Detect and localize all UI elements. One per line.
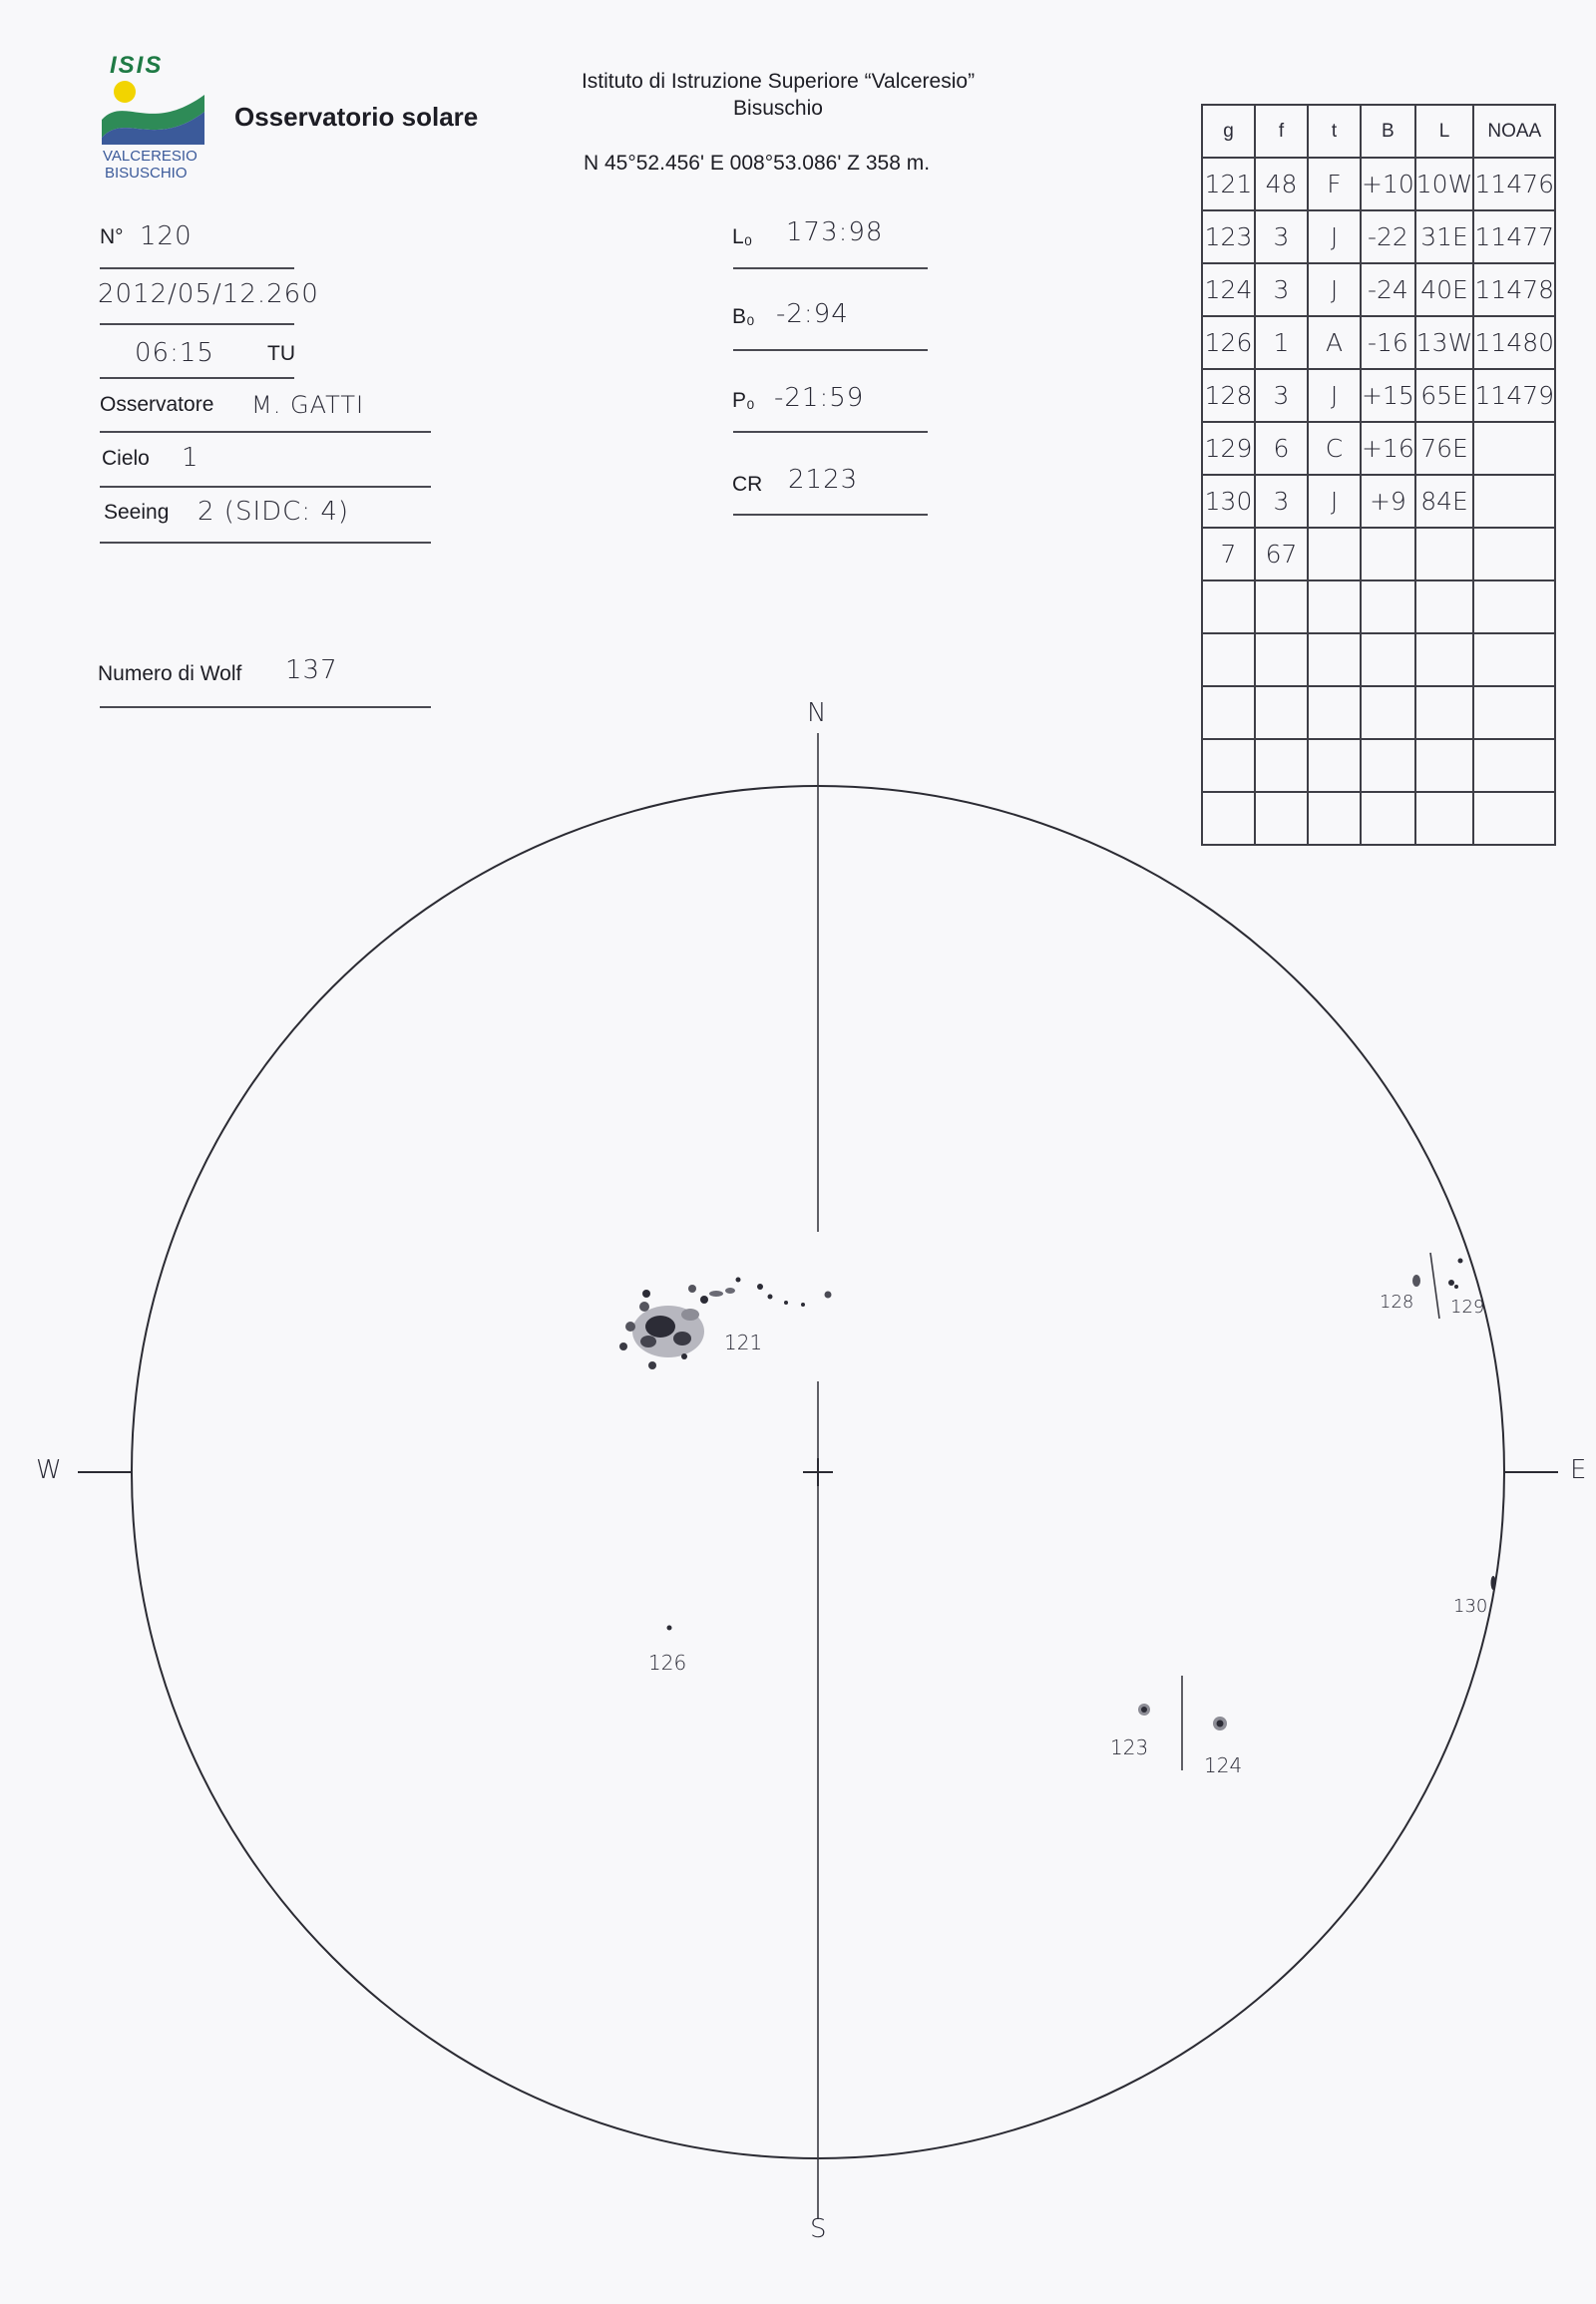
table-cell: 40E bbox=[1415, 263, 1474, 316]
column-header-noaa: NOAA bbox=[1473, 105, 1555, 158]
table-cell: 48 bbox=[1255, 158, 1308, 210]
group-label-126: 126 bbox=[648, 1651, 687, 1675]
cr-label: CR bbox=[732, 473, 763, 496]
group-label-124: 124 bbox=[1204, 1753, 1243, 1777]
table-cell: +15 bbox=[1361, 369, 1415, 422]
table-cell: +16 bbox=[1361, 422, 1415, 475]
group-separator bbox=[1430, 1253, 1439, 1319]
logo-name-line2: BISUSCHIO bbox=[105, 165, 188, 182]
l0-label: L₀ bbox=[732, 225, 753, 248]
table-cell: 13W bbox=[1415, 316, 1474, 369]
column-header-b: B bbox=[1361, 105, 1415, 158]
table-cell: 65E bbox=[1415, 369, 1474, 422]
institute-city: Bisuschio bbox=[733, 97, 823, 120]
table-cell: A bbox=[1308, 316, 1361, 369]
table-cell: J bbox=[1308, 369, 1361, 422]
institute-name: Istituto di Istruzione Superiore “Valceresio” bbox=[581, 70, 976, 93]
group-label-130: 130 bbox=[1453, 1596, 1488, 1617]
table-cell: 129 bbox=[1202, 422, 1255, 475]
observatory-title: Osservatorio solare bbox=[234, 102, 479, 132]
table-cell: 31E bbox=[1415, 210, 1474, 263]
number-label: N° bbox=[100, 225, 124, 248]
west-label: W bbox=[36, 1455, 62, 1485]
group-label-121: 121 bbox=[724, 1331, 763, 1354]
column-header-l: L bbox=[1415, 105, 1474, 158]
observer-label: Osservatore bbox=[100, 393, 214, 416]
table-cell: 3 bbox=[1255, 263, 1308, 316]
column-header-f: f bbox=[1255, 105, 1308, 158]
table-cell: 84E bbox=[1415, 475, 1474, 528]
table-cell: 3 bbox=[1255, 369, 1308, 422]
south-label: S bbox=[810, 2214, 827, 2244]
b0-value: -2:94 bbox=[776, 299, 849, 329]
p0-label: P₀ bbox=[732, 389, 755, 412]
table-cell: 123 bbox=[1202, 210, 1255, 263]
table-cell: 130 bbox=[1202, 475, 1255, 528]
north-label: N bbox=[807, 698, 827, 728]
time-unit: TU bbox=[267, 342, 295, 365]
sunspot-group-129 bbox=[1448, 1259, 1463, 1290]
wolf-number-label: Numero di Wolf bbox=[98, 662, 242, 685]
column-header-t: t bbox=[1308, 105, 1361, 158]
table-cell: 1 bbox=[1255, 316, 1308, 369]
cr-value: 2123 bbox=[788, 465, 859, 495]
l0-value: 173:98 bbox=[786, 217, 884, 247]
table-cell: 121 bbox=[1202, 158, 1255, 210]
group-label-123: 123 bbox=[1110, 1735, 1149, 1759]
wolf-number: 137 bbox=[285, 655, 338, 685]
institute-coordinates: N 45°52.456' E 008°53.086' Z 358 m. bbox=[584, 152, 931, 175]
seeing-label: Seeing bbox=[104, 501, 170, 524]
table-cell: J bbox=[1308, 263, 1361, 316]
table-cell: -22 bbox=[1361, 210, 1415, 263]
column-header-g: g bbox=[1202, 105, 1255, 158]
observation-time: 06:15 bbox=[135, 338, 214, 368]
table-cell: F bbox=[1308, 158, 1361, 210]
table-cell: +10 bbox=[1361, 158, 1415, 210]
east-label: E bbox=[1570, 1455, 1587, 1485]
sky-value: 1 bbox=[182, 443, 200, 473]
table-cell: 3 bbox=[1255, 475, 1308, 528]
sky-label: Cielo bbox=[102, 447, 150, 470]
table-cell: +9 bbox=[1361, 475, 1415, 528]
sunspot-group-126 bbox=[667, 1626, 672, 1631]
table-cell: 11480 bbox=[1473, 316, 1555, 369]
table-cell: 11477 bbox=[1473, 210, 1555, 263]
table-cell: 67 bbox=[1255, 528, 1308, 580]
sunspot-group-128 bbox=[1412, 1275, 1420, 1287]
sunspot-group-124 bbox=[1213, 1717, 1227, 1730]
table-cell: 11479 bbox=[1473, 369, 1555, 422]
observer-name: M. GATTI bbox=[251, 391, 365, 419]
table-cell: 11478 bbox=[1473, 263, 1555, 316]
p0-value: -21:59 bbox=[774, 383, 865, 413]
observation-date: 2012/05/12.260 bbox=[98, 279, 319, 309]
seeing-value: 2 (SIDC: 4) bbox=[198, 497, 350, 527]
sunspot-group-121 bbox=[619, 1278, 832, 1370]
group-label-128: 128 bbox=[1380, 1292, 1414, 1313]
table-cell: 126 bbox=[1202, 316, 1255, 369]
table-cell: C bbox=[1308, 422, 1361, 475]
table-cell: 6 bbox=[1255, 422, 1308, 475]
table-cell: J bbox=[1308, 475, 1361, 528]
sunspot-group-123 bbox=[1138, 1704, 1150, 1716]
table-cell: J bbox=[1308, 210, 1361, 263]
table-cell: -24 bbox=[1361, 263, 1415, 316]
observation-number: 120 bbox=[140, 221, 193, 251]
table-cell: 11476 bbox=[1473, 158, 1555, 210]
table-cell: -16 bbox=[1361, 316, 1415, 369]
logo-name-line1: VALCERESIO bbox=[103, 148, 198, 165]
logo-wordmark: ISIS bbox=[110, 52, 164, 79]
table-cell: 7 bbox=[1202, 528, 1255, 580]
table-cell: 128 bbox=[1202, 369, 1255, 422]
sunspot-group-130 bbox=[1491, 1576, 1496, 1590]
b0-label: B₀ bbox=[732, 305, 755, 328]
group-label-129: 129 bbox=[1450, 1297, 1485, 1318]
table-cell: 124 bbox=[1202, 263, 1255, 316]
table-cell: 10W bbox=[1415, 158, 1474, 210]
table-cell: 76E bbox=[1415, 422, 1474, 475]
table-cell: 3 bbox=[1255, 210, 1308, 263]
